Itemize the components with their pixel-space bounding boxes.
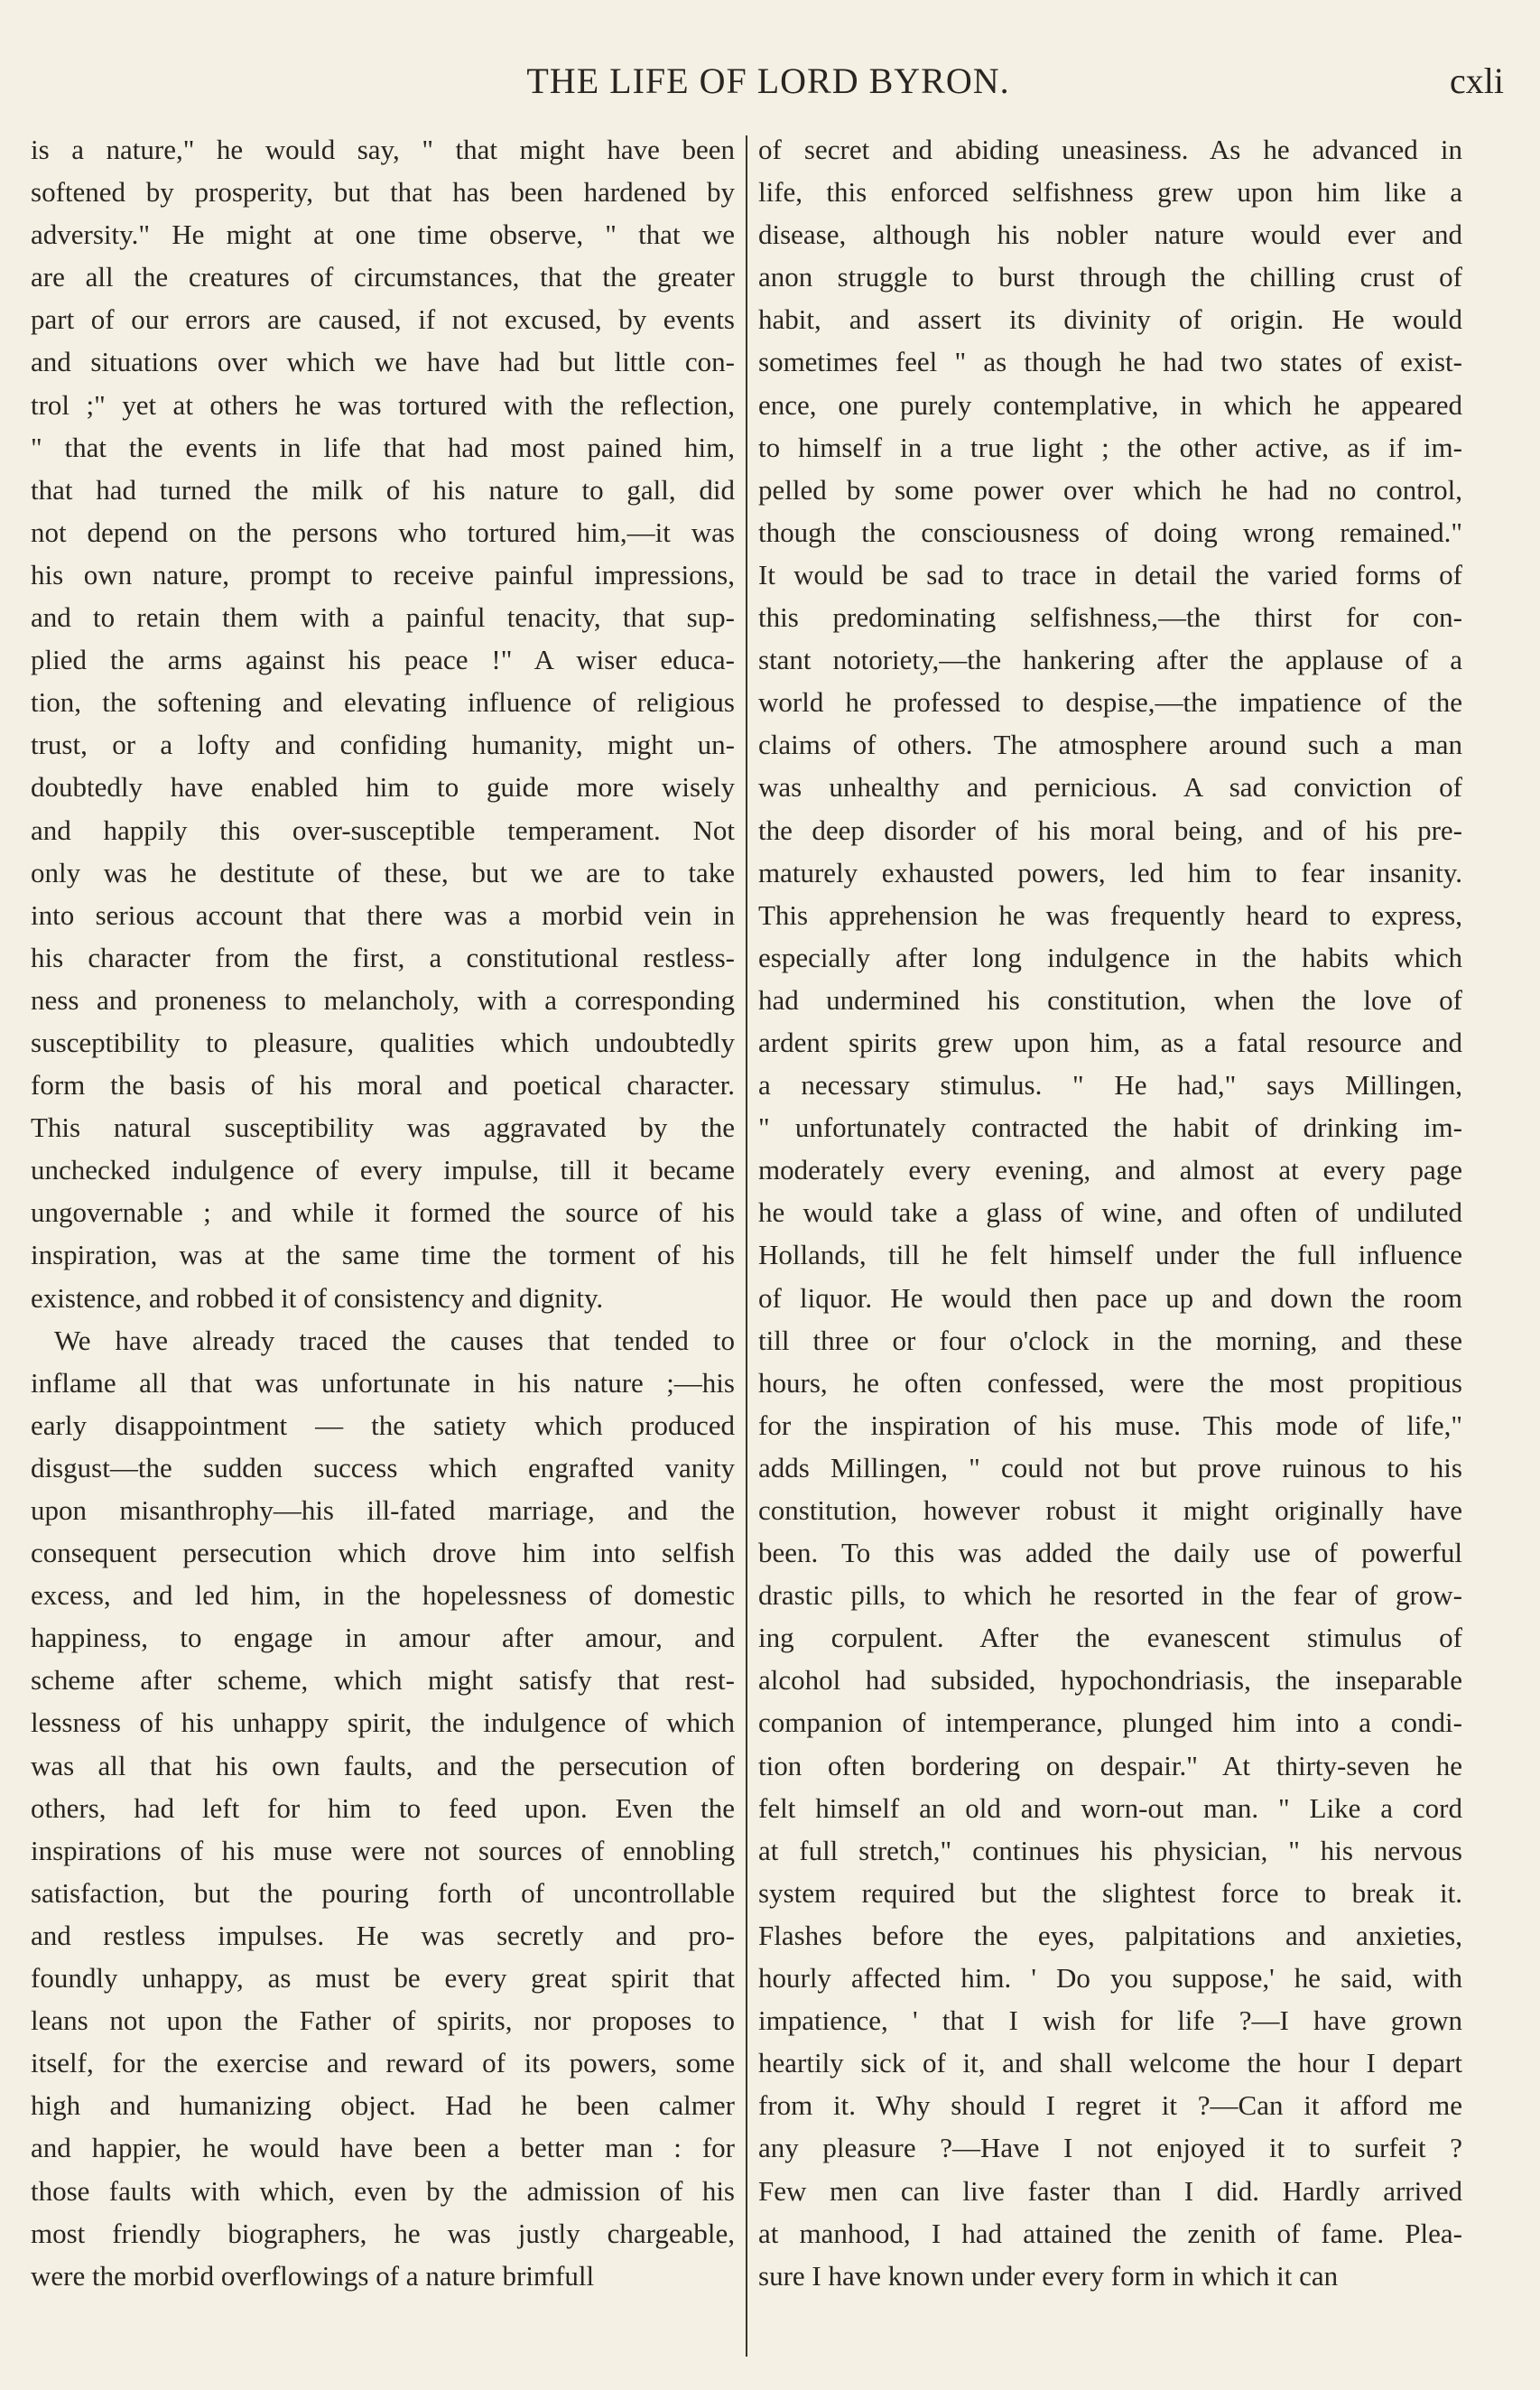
text-line: moderately every evening, and almost at every page: [758, 1154, 1462, 1186]
text-line: alcohol had subsided, hypochondriasis, the inseparable: [758, 1664, 1462, 1697]
text-line: for the inspiration of his muse. This mode of life,": [758, 1409, 1462, 1441]
text-line: at full stretch," continues his physician, " his nervous: [758, 1834, 1462, 1866]
running-header: [32, 52, 1504, 107]
text-line: softened by prosperity, but that has been hardened by: [31, 176, 735, 209]
text-line: scheme after scheme, which might satisfy that rest-: [31, 1664, 735, 1697]
text-line: felt himself an old and worn-out man. " Like a cord: [758, 1791, 1462, 1824]
text-line: others, had left for him to feed upon. Even the: [31, 1791, 735, 1824]
text-line: lessness of his unhappy spirit, the indulgence of which: [31, 1706, 735, 1739]
text-line: and happier, he would have been a better man : for: [31, 2132, 735, 2164]
left-column: [31, 128, 735, 2297]
text-line: constitution, however robust it might originally have: [758, 1494, 1462, 1526]
text-line: existence, and robbed it of consistency and dignity.: [31, 1281, 604, 1314]
page-number: cxli: [1450, 60, 1504, 101]
text-line: not depend on the persons who tortured him,—it was: [31, 516, 735, 548]
text-line: his own nature, prompt to receive painful impressions,: [31, 558, 735, 591]
text-line: trol ;" yet at others he was tortured with the reflection,: [31, 388, 735, 421]
text-line: ungovernable ; and while it formed the source of his: [31, 1196, 735, 1229]
text-line: This natural susceptibility was aggravated by the: [31, 1111, 735, 1144]
text-line: consequent persecution which drove him into selfish: [31, 1537, 735, 1569]
text-line: the deep disorder of his moral being, and of his pre-: [758, 814, 1462, 846]
text-line: at manhood, I had attained the zenith of fame. Plea-: [758, 2217, 1462, 2249]
text-line: had undermined his constitution, when the love of: [758, 983, 1462, 1016]
text-line: part of our errors are caused, if not excused, by events: [31, 303, 735, 336]
text-line: this predominating selfishness,—the thirst for con-: [758, 601, 1462, 634]
text-line: sure I have known under every form in which it can: [758, 2259, 1339, 2292]
text-line: excess, and led him, in the hopelessness of domestic: [31, 1579, 735, 1612]
text-line: hourly affected him. ' Do you suppose,' he said, with: [758, 1962, 1462, 1995]
text-line: inflame all that was unfortunate in his nature ;—his: [31, 1366, 735, 1399]
text-line: especially after long indulgence in the habits which: [758, 941, 1462, 973]
text-line: been. To this was added the daily use of powerful: [758, 1537, 1462, 1569]
text-line: early disappointment — the satiety which produced: [31, 1409, 735, 1441]
text-line: he would take a glass of wine, and often of undiluted: [758, 1196, 1462, 1229]
text-line: were the morbid overflowings of a nature brimfull: [31, 2259, 595, 2292]
text-line: inspiration, was at the same time the torment of his: [31, 1239, 735, 1271]
text-line: It would be sad to trace in detail the varied forms of: [758, 558, 1462, 591]
text-line: high and humanizing object. Had he been calmer: [31, 2089, 735, 2122]
text-line: ing corpulent. After the evanescent stimulus of: [758, 1622, 1462, 1654]
text-line: drastic pills, to which he resorted in the fear of grow-: [758, 1579, 1462, 1612]
text-line: from it. Why should I regret it ?—Can it afford me: [758, 2089, 1462, 2122]
text-line: adds Millingen, " could not but prove ruinous to his: [758, 1451, 1462, 1483]
text-line: upon misanthrophy—his ill-fated marriage, and the: [31, 1494, 735, 1526]
text-line: ness and proneness to melancholy, with a corresponding: [31, 983, 735, 1016]
text-line: most friendly biographers, he was justly chargeable,: [31, 2217, 735, 2249]
text-line: inspirations of his muse were not sources of ennobling: [31, 1834, 735, 1866]
text-line: was all that his own faults, and the persecution of: [31, 1749, 735, 1781]
text-line: sometimes feel " as though he had two states of exist-: [758, 346, 1462, 378]
running-title: THE LIFE OF LORD BYRON.: [526, 60, 1010, 101]
text-line: companion of intemperance, plunged him into a condi-: [758, 1706, 1462, 1739]
text-line: susceptibility to pleasure, qualities which undoubtedly: [31, 1026, 735, 1058]
text-line: itself, for the exercise and reward of its powers, some: [31, 2047, 735, 2079]
right-column: [758, 128, 1462, 2297]
text-line: This apprehension he was frequently heard to express,: [758, 898, 1462, 931]
text-line: form the basis of his moral and poetical character.: [31, 1069, 735, 1102]
text-line: only was he destitute of these, but we are to take: [31, 856, 735, 888]
text-line: plied the arms against his peace !" A wiser educa-: [31, 644, 735, 676]
text-line: though the consciousness of doing wrong remained.": [758, 516, 1462, 548]
text-line: of liquor. He would then pace up and down the room: [758, 1281, 1462, 1314]
text-line: Few men can live faster than I did. Hardly arrived: [758, 2174, 1462, 2207]
text-line: till three or four o'clock in the morning, and these: [758, 1324, 1462, 1356]
text-line: pelled by some power over which he had no control,: [758, 473, 1462, 506]
text-line: and restless impulses. He was secretly and pro-: [31, 1919, 735, 1951]
text-line: leans not upon the Father of spirits, nor proposes to: [31, 2004, 735, 2037]
text-line: adversity." He might at one time observe, " that we: [31, 219, 735, 251]
text-line: disgust—the sudden success which engrafted vanity: [31, 1451, 735, 1483]
text-line: anon struggle to burst through the chilling crust of: [758, 261, 1462, 293]
text-line: Flashes before the eyes, palpitations and anxieties,: [758, 1919, 1462, 1951]
text-line: world he professed to despise,—the impatience of the: [758, 686, 1462, 719]
text-line: to himself in a true light ; the other active, as if im-: [758, 431, 1462, 463]
text-line: of secret and abiding uneasiness. As he advanced in: [758, 134, 1462, 165]
text-line: any pleasure ?—Have I not enjoyed it to surfeit ?: [758, 2132, 1462, 2164]
text-line: is a nature," he would say, " that might have been: [31, 134, 735, 165]
text-line: trust, or a lofty and confiding humanity, might un-: [31, 729, 735, 761]
text-line: system required but the slightest force to break it.: [758, 1876, 1462, 1909]
text-line: foundly unhappy, as must be every great spirit that: [31, 1962, 735, 1995]
text-line: habit, and assert its divinity of origin. He would: [758, 303, 1462, 336]
text-line: unchecked indulgence of every impulse, till it became: [31, 1154, 735, 1186]
text-line: are all the creatures of circumstances, that the greater: [31, 261, 735, 293]
text-line: a necessary stimulus. " He had," says Millingen,: [758, 1069, 1462, 1102]
column-divider: [746, 135, 747, 2357]
text-line: " that the events in life that had most pained him,: [31, 431, 735, 463]
text-line: hours, he often confessed, were the most propitious: [758, 1366, 1462, 1399]
text-line: Hollands, till he felt himself under the full influence: [758, 1239, 1462, 1271]
text-line: disease, although his nobler nature would ever and: [758, 219, 1462, 251]
text-line: doubtedly have enabled him to guide more wisely: [31, 771, 735, 804]
text-line: and happily this over-susceptible temperament. Not: [31, 814, 735, 846]
text-line: was unhealthy and pernicious. A sad conviction of: [758, 771, 1462, 804]
text-line: stant notoriety,—the hankering after the applause of a: [758, 644, 1462, 676]
text-line: happiness, to engage in amour after amour, and: [31, 1622, 735, 1654]
text-line: into serious account that there was a morbid vein in: [31, 898, 735, 931]
text-line: claims of others. The atmosphere around such a man: [758, 729, 1462, 761]
text-line: his character from the first, a constitutional restless-: [31, 941, 735, 973]
text-line: impatience, ' that I wish for life ?—I have grown: [758, 2004, 1462, 2037]
text-line: " unfortunately contracted the habit of drinking im-: [758, 1111, 1462, 1144]
text-line: heartily sick of it, and shall welcome the hour I depart: [758, 2047, 1462, 2079]
text-line: and to retain them with a painful tenacity, that sup-: [31, 601, 735, 634]
text-line: those faults with which, even by the admission of his: [31, 2174, 735, 2207]
text-line: maturely exhausted powers, led him to fear insanity.: [758, 856, 1462, 888]
text-line: ardent spirits grew upon him, as a fatal resource and: [758, 1026, 1462, 1058]
text-line: that had turned the milk of his nature to gall, did: [31, 473, 735, 506]
text-line: We have already traced the causes that tended to: [54, 1324, 735, 1356]
text-line: tion often bordering on despair." At thirty-seven he: [758, 1749, 1462, 1781]
text-line: and situations over which we have had but little con-: [31, 346, 735, 378]
text-line: ence, one purely contemplative, in which he appeared: [758, 388, 1462, 421]
text-line: life, this enforced selfishness grew upon him like a: [758, 176, 1462, 209]
text-line: satisfaction, but the pouring forth of uncontrollable: [31, 1876, 735, 1909]
text-line: tion, the softening and elevating influence of religious: [31, 686, 735, 719]
